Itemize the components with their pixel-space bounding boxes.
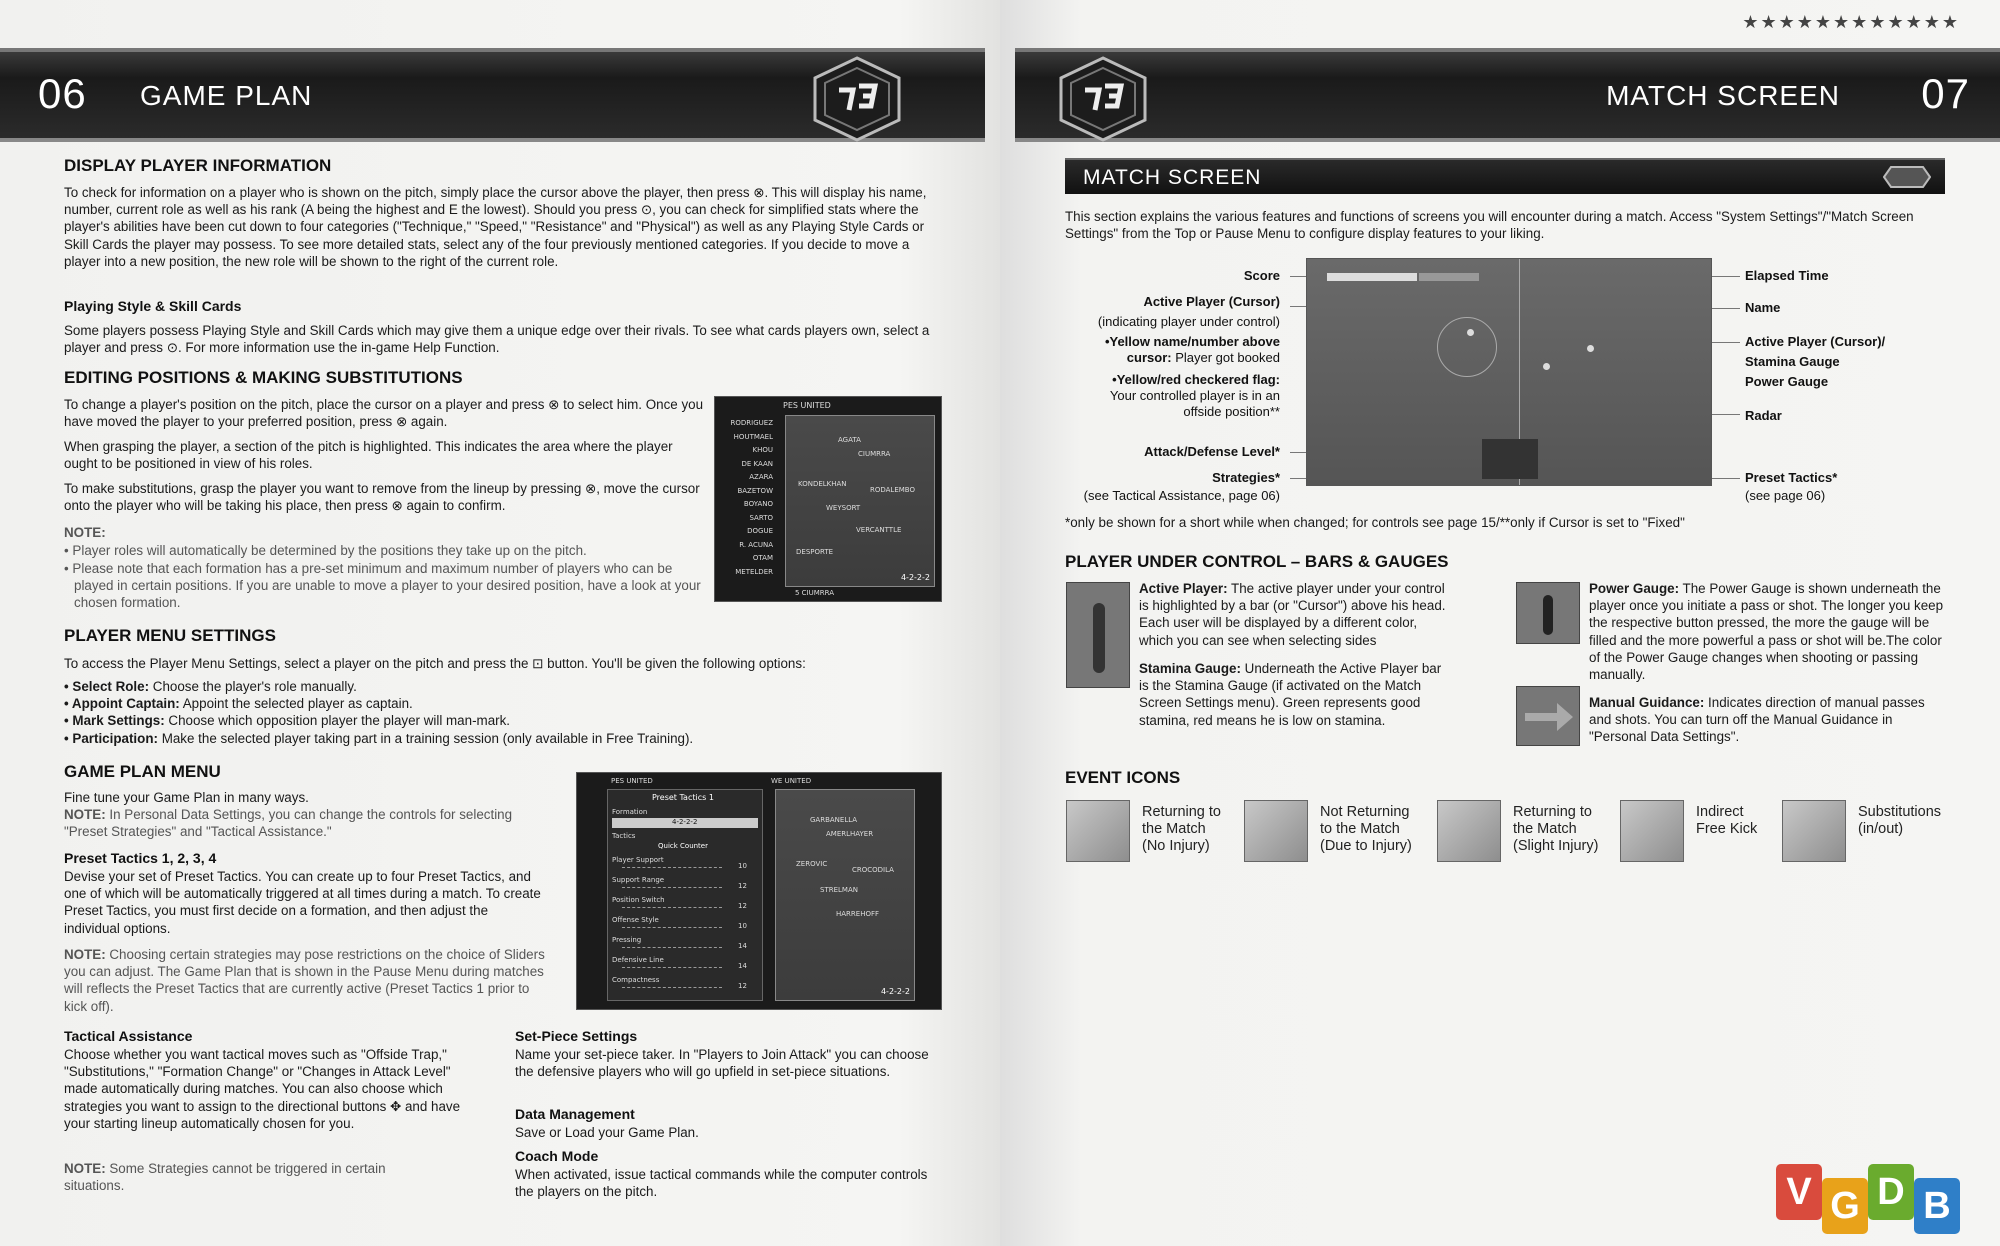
set-piece-text: Name your set-piece taker. In "Players to Join Attack" you can choose the defensive players who will go upfield in set-piece situations. xyxy=(515,1047,929,1080)
tactics-panel xyxy=(607,789,763,1001)
roster-player: KHOU xyxy=(752,446,773,454)
slider-label: Support Range xyxy=(612,876,665,884)
slider-label: Defensive Line xyxy=(612,956,664,964)
substitution-arrows-icon xyxy=(1782,800,1846,862)
watermark-letter: G xyxy=(1822,1178,1868,1234)
offside-flag-desc-1: Your controlled player is in an xyxy=(1109,388,1280,403)
editing-text-2: When grasping the player, a section of the pitch is highlighted. This indicates the area where the player ought to be positioned in view of his roles. xyxy=(64,439,673,472)
tactical-assistance-text: Choose whether you want tactical moves such as "Offside Trap," "Substitutions," "Formation Change" or "Changes in Attack Level" made automatically during matches. You can also choose which strategies you want to assign to the directional buttons ✥ and have your starting lineup automatically chosen for you. xyxy=(64,1047,461,1131)
right-header-bar xyxy=(1015,48,2000,142)
tactics-pitch xyxy=(775,789,915,1001)
editing-heading: EDITING POSITIONS & MAKING SUBSTITUTIONS xyxy=(64,368,463,387)
pitch-player: WEYSORT xyxy=(826,504,861,512)
tactics-label: Tactics xyxy=(612,832,636,840)
yellow-name-label: •Yellow name/number above xyxy=(1104,334,1280,349)
formation-value: 4-2-2-2 xyxy=(672,818,698,826)
player-silhouette-icon xyxy=(1543,595,1553,635)
leader-line xyxy=(1712,342,1740,343)
slider-track xyxy=(622,987,722,988)
active-player-thumbnail xyxy=(1066,582,1130,688)
formation-label: 4-2-2-2 xyxy=(900,573,930,582)
slider-value: 14 xyxy=(738,942,747,950)
coach-mode-text: When activated, issue tactical commands while the computer controls the players on the pitch. xyxy=(515,1167,928,1200)
roster-player: AZARA xyxy=(749,473,773,481)
roster-player: BAZETOW xyxy=(737,486,773,495)
power-gauge-title: Power Gauge: xyxy=(1589,581,1680,596)
pes-logo-icon xyxy=(809,56,905,142)
pitch-player: CROCODILA xyxy=(852,866,894,874)
stamina-gauge-title: Stamina Gauge: xyxy=(1139,661,1241,676)
event-label: Substitutions xyxy=(1858,804,1942,820)
player-menu-heading: PLAYER MENU SETTINGS xyxy=(64,626,276,645)
slider-value: 12 xyxy=(738,982,747,990)
pitch-player: CIUMRRA xyxy=(858,450,891,458)
strategies-label: Strategies* xyxy=(1212,470,1280,485)
leader-line xyxy=(1290,452,1306,453)
yellow-name-label-2: cursor: xyxy=(1126,350,1172,365)
set-piece-title: Set-Piece Settings xyxy=(515,1028,638,1044)
elapsed-time-label: Elapsed Time xyxy=(1745,268,1829,283)
leader-line xyxy=(1290,306,1306,307)
page-number: 07 xyxy=(1921,70,1970,117)
pitch-player: AGATA xyxy=(838,436,861,444)
limping-player-icon xyxy=(1437,800,1501,862)
watermark-letter: D xyxy=(1868,1164,1914,1220)
roster-player: DOGUE xyxy=(747,527,773,535)
roster-player: BOYANO xyxy=(743,500,773,508)
manual-guidance-thumbnail xyxy=(1516,686,1580,746)
yellow-name-desc xyxy=(1040,350,1280,366)
option-text: Choose the player's role manually. xyxy=(149,679,357,694)
player-menu-option xyxy=(64,730,944,747)
pitch-player: HARREHOFF xyxy=(836,910,880,918)
active-player-desc: The active player under your control is highlighted by a bar (or "Cursor") above his head. Each user will be displayed by a different color, which you can see when selecting sides xyxy=(1139,581,1446,648)
roster-player: SARTO xyxy=(749,513,773,522)
team-name: PES UNITED xyxy=(783,401,831,410)
slider-track xyxy=(622,967,722,968)
power-gauge-desc: The Power Gauge is shown underneath the player once you initiate a pass or shot. The longer you keep the respective button pressed, the more the gauge will be filled and the more powerful a pass or shot will be.The color of the Power Gauge changes when shooting or passing manually. xyxy=(1589,581,1944,683)
slider-track xyxy=(622,907,722,908)
editing-text-1: To change a player's position on the pitch, place the cursor on a player and press ⊗ to select him. Once you have moved the player to your preferred position, press ⊗ again. xyxy=(64,397,704,430)
active-player-text xyxy=(1139,580,1451,649)
slider-label: Offense Style xyxy=(612,916,659,924)
running-player-icon xyxy=(1066,800,1130,862)
note-label: NOTE: xyxy=(64,807,106,822)
page-title: GAME PLAN xyxy=(140,80,313,111)
arrow-icon xyxy=(1517,687,1580,746)
event-label: (in/out) xyxy=(1858,821,1904,837)
player-marker xyxy=(1543,363,1550,370)
bars-heading: PLAYER UNDER CONTROL – BARS & GAUGES xyxy=(1065,552,1449,571)
option-label: • Mark Settings: xyxy=(64,713,165,729)
event-label: (Slight Injury) xyxy=(1513,838,1599,854)
leader-line xyxy=(1712,414,1740,415)
stamina-gauge-label: Stamina Gauge xyxy=(1745,354,1840,369)
leader-line xyxy=(1712,478,1740,479)
pes-logo-icon xyxy=(1055,56,1151,142)
free-kick-icon xyxy=(1620,800,1684,862)
option-text: Make the selected player taking part in a training session (only available in Free Training). xyxy=(157,730,694,746)
roster-player: METELDER xyxy=(735,567,773,576)
match-screenshot xyxy=(1306,258,1712,486)
offside-flag-desc-2: offside position** xyxy=(1183,404,1280,419)
match-screen-band xyxy=(1065,158,1945,194)
power-gauge-label: Power Gauge xyxy=(1745,374,1829,389)
event-label: Indirect xyxy=(1696,804,1744,820)
power-gauge-text xyxy=(1589,580,1949,683)
game-plan-note-3 xyxy=(64,1160,404,1194)
event-label: Returning to xyxy=(1513,804,1592,820)
vgdb-watermark-logo xyxy=(1776,1164,1966,1234)
slider-track xyxy=(622,887,722,888)
page-title: MATCH SCREEN xyxy=(1606,80,1840,111)
playing-style-text: Some players possess Playing Style and Skill Cards which may give them a unique edge over their rivals. To see what cards players own, select a player and press ⊙. For more information use the in-game Help Function. xyxy=(64,323,930,356)
event-label: the Match xyxy=(1142,821,1206,837)
stamina-gauge-desc: Underneath the Active Player bar is the Stamina Gauge (if activated on the Match Screen Settings menu). Green represents good stamina, red means he is low on stamina. xyxy=(1139,661,1442,728)
pitch-player: VERCANTTLE xyxy=(856,526,902,534)
roster-player: HOUTMAEL xyxy=(733,432,773,441)
event-label: to the Match xyxy=(1320,821,1400,837)
player-menu-option xyxy=(64,695,944,712)
leader-line xyxy=(1712,276,1740,277)
manual-guidance-desc: Indicates direction of manual passes and shots. You can turn off the Manual Guidance in "Personal Data Settings". xyxy=(1589,695,1925,745)
roster-player: DE KAAN xyxy=(741,459,773,468)
player-marker xyxy=(1587,345,1594,352)
radar-label: Radar xyxy=(1745,408,1782,423)
event-label: (No Injury) xyxy=(1142,838,1210,854)
strategies-desc: (see Tactical Assistance, page 06) xyxy=(1083,488,1280,503)
player-menu-options xyxy=(64,678,944,747)
note-text: Some Strategies cannot be triggered in certain situations. xyxy=(64,1161,386,1194)
event-label: Returning to xyxy=(1142,804,1221,820)
roster-player: R. ACUNA xyxy=(739,540,773,549)
power-gauge-thumbnail xyxy=(1516,582,1580,644)
watermark-letter: B xyxy=(1914,1178,1960,1234)
active-player-desc: (indicating player under control) xyxy=(1097,314,1280,329)
pitch-player: RODALEMBO xyxy=(870,486,915,494)
player-marker xyxy=(1467,329,1474,336)
pitch-player: AMERLHAYER xyxy=(826,830,874,838)
preset-tactics-label: Preset Tactics* xyxy=(1745,470,1838,485)
attack-defense-label: Attack/Defense Level* xyxy=(1144,444,1280,459)
tactics-screenshot xyxy=(576,772,942,1010)
game-plan-intro: Fine tune your Game Plan in many ways. xyxy=(64,790,309,805)
note-text: Choosing certain strategies may pose restrictions on the choice of Sliders you can adjust. The Game Plan that is shown in the Pause Menu during matches will reflects the Preset Tactics that are currently active (Preset Tactics 1 prior to kick off). xyxy=(64,947,545,1014)
panel-title: Preset Tactics 1 xyxy=(652,793,714,802)
slider-value: 12 xyxy=(738,902,747,910)
radar-box xyxy=(1482,439,1538,479)
preset-tactics-text: Devise your set of Preset Tactics. You can create up to four Preset Tactics, and one of which will be automatically triggered at all times during a match. To create Preset Tactics, you must first decide on a formation, and then adjust the individual options. xyxy=(64,869,541,936)
event-label: (Due to Injury) xyxy=(1320,838,1412,854)
match-screen-intro: This section explains the various features and functions of screens you will encounter during a match. Access "System Settings"/"Match Screen Settings" from the Top or Pause Menu to configure display features to your liking. xyxy=(1065,209,1914,242)
formation-selector xyxy=(612,818,758,828)
slider-track xyxy=(622,947,722,948)
offside-flag-label: •Yellow/red checkered flag: xyxy=(1112,372,1280,387)
display-player-heading: DISPLAY PLAYER INFORMATION xyxy=(64,156,332,175)
preset-tactics-title: Preset Tactics 1, 2, 3, 4 xyxy=(64,850,217,866)
playing-style-subheading: Playing Style & Skill Cards xyxy=(64,298,242,314)
leader-line xyxy=(1712,308,1740,309)
game-plan-note-1 xyxy=(64,806,534,840)
team-left: PES UNITED xyxy=(611,777,653,785)
leader-line xyxy=(1290,276,1306,277)
event-icons-heading: EVENT ICONS xyxy=(1065,768,1181,787)
team-right: WE UNITED xyxy=(771,777,812,785)
pitch-player: ZEROVIC xyxy=(796,860,828,868)
game-plan-note-2 xyxy=(64,946,554,1015)
note-text: In Personal Data Settings, you can change the controls for selecting "Preset Strategies" and "Tactical Assistance." xyxy=(64,807,513,840)
slider-track xyxy=(622,867,722,868)
editing-note-label: NOTE: xyxy=(64,525,106,540)
slider-label: Player Support xyxy=(612,856,664,864)
slider-value: 14 xyxy=(738,962,747,970)
band-title: MATCH SCREEN xyxy=(1083,166,1262,189)
slider-label: Pressing xyxy=(612,936,642,944)
yellow-name-text: Player got booked xyxy=(1171,350,1280,365)
editing-text-3: To make substitutions, grasp the player you want to remove from the lineup by pressing ⊗, move the cursor onto the player who will be taking his place, then press ⊗ again to confirm. xyxy=(64,481,700,514)
player-menu-option xyxy=(64,678,944,695)
stamina-gauge-text xyxy=(1139,660,1451,729)
player-menu-option xyxy=(64,712,944,729)
slider-label: Compactness xyxy=(612,976,660,984)
pitch-player: DESPORTE xyxy=(796,548,834,556)
option-text: Appoint the selected player as captain. xyxy=(179,696,413,712)
note-label: NOTE: xyxy=(64,947,106,962)
left-header-bar xyxy=(0,48,985,142)
event-label: Free Kick xyxy=(1696,821,1758,837)
score-bar xyxy=(1327,273,1417,281)
roster-player: OTAM xyxy=(752,554,773,562)
roster-player: RODRIGUEZ xyxy=(730,419,773,427)
slider-label: Position Switch xyxy=(612,896,665,904)
active-player-label: Active Player (Cursor) xyxy=(1143,294,1280,309)
leader-line xyxy=(1290,478,1306,479)
option-label: • Appoint Captain: xyxy=(64,696,180,712)
event-label: Not Returning xyxy=(1320,804,1410,820)
option-label: • Participation: xyxy=(64,730,158,746)
slider-value: 12 xyxy=(738,882,747,890)
display-player-text: To check for information on a player who is shown on the pitch, simply place the cursor above the player, then press ⊗. This will display his name, number, current role as well as his rank (A being the highest and E the lowest). Should you press ⊙, you can check for simplified stats where the player's abilities have been cut down to four categories ("Technique," "Speed," "Resistance" and "Physical") as well as any Playing Style Cards or Skill Cards the player may possess. To see more detailed stats, select any of the four previously mentioned categories. If you decide to move a player into a new position, the new role will be shown to the right of the current role. xyxy=(64,185,927,269)
data-management-title: Data Management xyxy=(515,1106,635,1122)
active-player-title: Active Player: xyxy=(1139,581,1228,596)
page-number: 06 xyxy=(38,70,87,117)
option-text: Choose which opposition player the player will man-mark. xyxy=(164,713,511,729)
manual-guidance-text xyxy=(1589,694,1949,746)
tactical-assistance-title: Tactical Assistance xyxy=(64,1028,193,1044)
score-label: Score xyxy=(1243,268,1280,283)
coach-mode-title: Coach Mode xyxy=(515,1148,599,1164)
formation-badge: 4-2-2-2 xyxy=(880,987,910,996)
medical-cross-icon xyxy=(1244,800,1308,862)
formation-label: Formation xyxy=(612,808,648,816)
selected-player: 5 CIUMRRA xyxy=(795,589,835,597)
pitch-player: KONDELKHAN xyxy=(798,480,847,488)
active-cursor-label: Active Player (Cursor)/ xyxy=(1745,334,1886,349)
formation-pitch xyxy=(785,415,935,587)
event-label: the Match xyxy=(1513,821,1577,837)
preset-tactics-desc: (see page 06) xyxy=(1745,488,1826,503)
center-circle xyxy=(1437,317,1497,377)
pitch-player: STRELMAN xyxy=(820,886,858,894)
formation-screenshot xyxy=(714,396,942,602)
slider-track xyxy=(622,927,722,928)
name-label: Name xyxy=(1745,300,1781,315)
timer-bar xyxy=(1419,273,1479,281)
note-label: NOTE: xyxy=(64,1161,106,1176)
manual-guidance-title: Manual Guidance: xyxy=(1589,695,1705,710)
watermark-letter: V xyxy=(1776,1164,1822,1220)
editing-note-2: • Please note that each formation has a pre-set minimum and maximum number of players who can be played in certain positions. If you are unable to move a player to your desired position, have a look at your chosen formation. xyxy=(64,561,701,611)
slider-value: 10 xyxy=(738,922,747,930)
editing-note-1: • Player roles will automatically be determined by the positions they take up on the pitch. xyxy=(64,543,587,558)
player-silhouette-icon xyxy=(1093,603,1105,673)
player-menu-intro: To access the Player Menu Settings, select a player on the pitch and press the ⊡ button. You'll be given the following options: xyxy=(64,656,806,671)
hexagon-icon xyxy=(1883,166,1931,188)
tactics-value: Quick Counter xyxy=(658,842,708,850)
data-management-text: Save or Load your Game Plan. xyxy=(515,1125,699,1140)
pitch-player: GARBANELLA xyxy=(810,816,858,824)
game-plan-menu-heading: GAME PLAN MENU xyxy=(64,762,221,781)
match-footnote: *only be shown for a short while when changed; for controls see page 15/**only if Cursor is set to "Fixed" xyxy=(1065,515,1685,530)
star-row: ★★★★★★★★★★★★ xyxy=(1742,12,1960,33)
slider-value: 10 xyxy=(738,862,747,870)
option-label: • Select Role: xyxy=(64,679,150,694)
